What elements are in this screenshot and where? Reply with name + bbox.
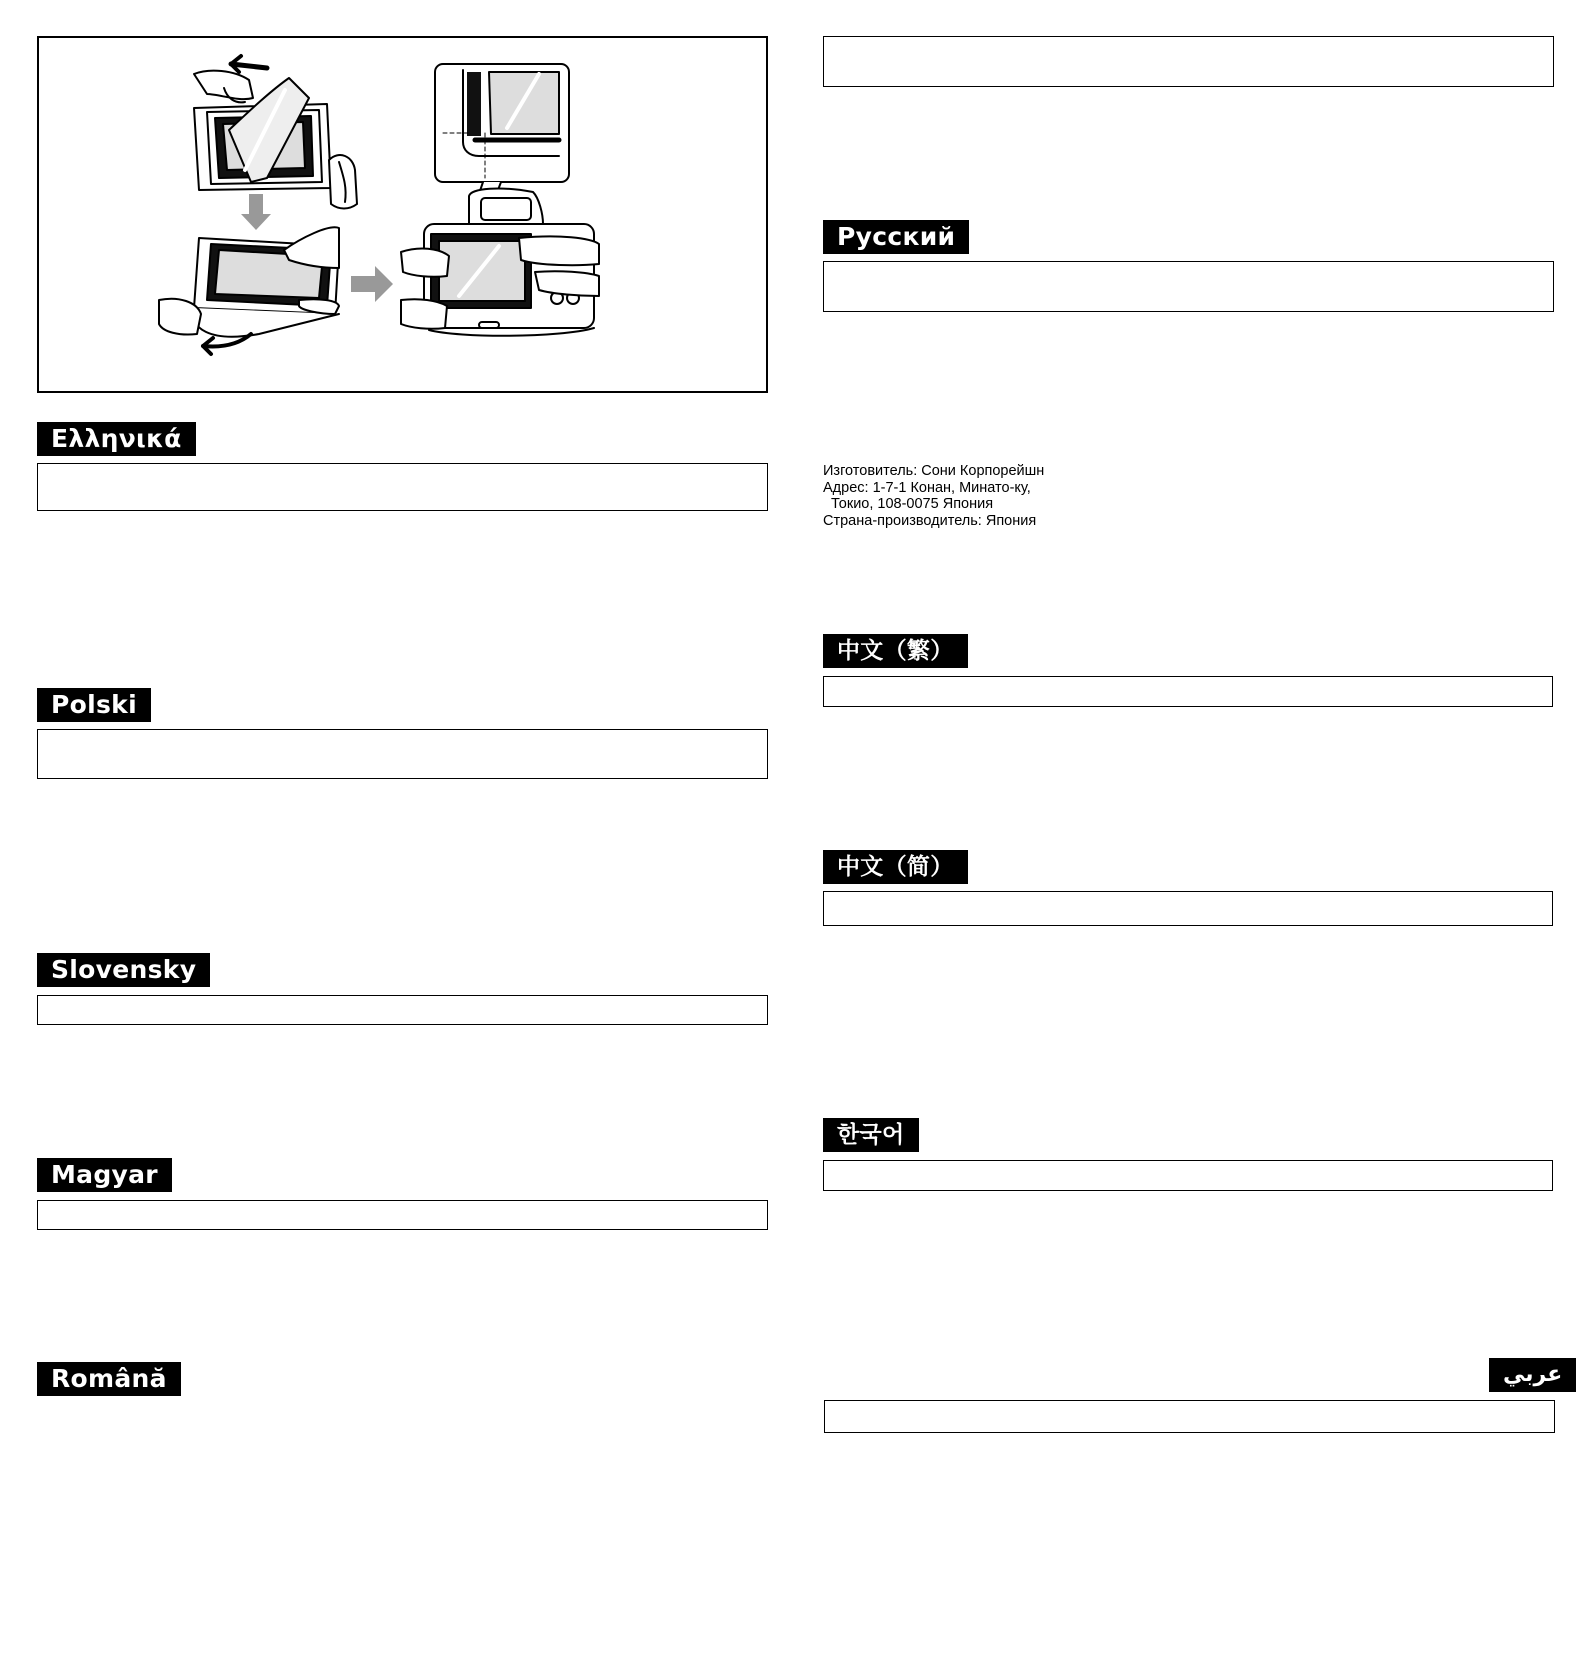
- language-tag-korean: 한국어: [823, 1118, 919, 1152]
- note-box-korean: [823, 1160, 1553, 1191]
- note-box-arabic: [824, 1400, 1555, 1433]
- installation-illustration: [37, 36, 768, 393]
- arrow-left-icon: [231, 56, 267, 72]
- language-tag-hungarian: Magyar: [37, 1158, 172, 1192]
- arrow-right-icon: [351, 266, 393, 302]
- arrow-down-icon: [241, 194, 271, 230]
- address-line: Адрес: 1-7-1 Конан, Минато-ку,: [823, 479, 1031, 496]
- note-box-chinese-simplified: [823, 891, 1553, 926]
- address-line-city: Токио, 108-0075 Япония: [823, 496, 994, 512]
- note-box-slovak: [37, 995, 768, 1025]
- illustration-drawing: [39, 38, 766, 391]
- note-box-hungarian: [37, 1200, 768, 1230]
- language-tag-arabic: عربي: [1489, 1358, 1576, 1392]
- note-box-russian: [823, 261, 1554, 312]
- note-box-chinese-traditional: [823, 676, 1553, 707]
- language-tag-slovak: Slovensky: [37, 953, 210, 987]
- language-tag-russian: Русский: [823, 220, 969, 254]
- manufacturer-info: [823, 463, 1044, 529]
- language-tag-polish: Polski: [37, 688, 151, 722]
- language-tag-greek: Ελληνικά: [37, 422, 196, 456]
- language-tag-chinese-simplified: 中文（简）: [823, 850, 968, 884]
- language-tag-chinese-traditional: 中文（繁）: [823, 634, 968, 668]
- language-tag-romanian: Română: [37, 1362, 181, 1396]
- note-box-top: [823, 36, 1554, 87]
- manufacturer-line: Изготовитель: Сони Корпорейшн: [823, 463, 1045, 479]
- note-box-greek: [37, 463, 768, 511]
- country-of-origin-line: Страна-производитель: Япония: [823, 512, 1037, 529]
- note-box-polish: [37, 729, 768, 779]
